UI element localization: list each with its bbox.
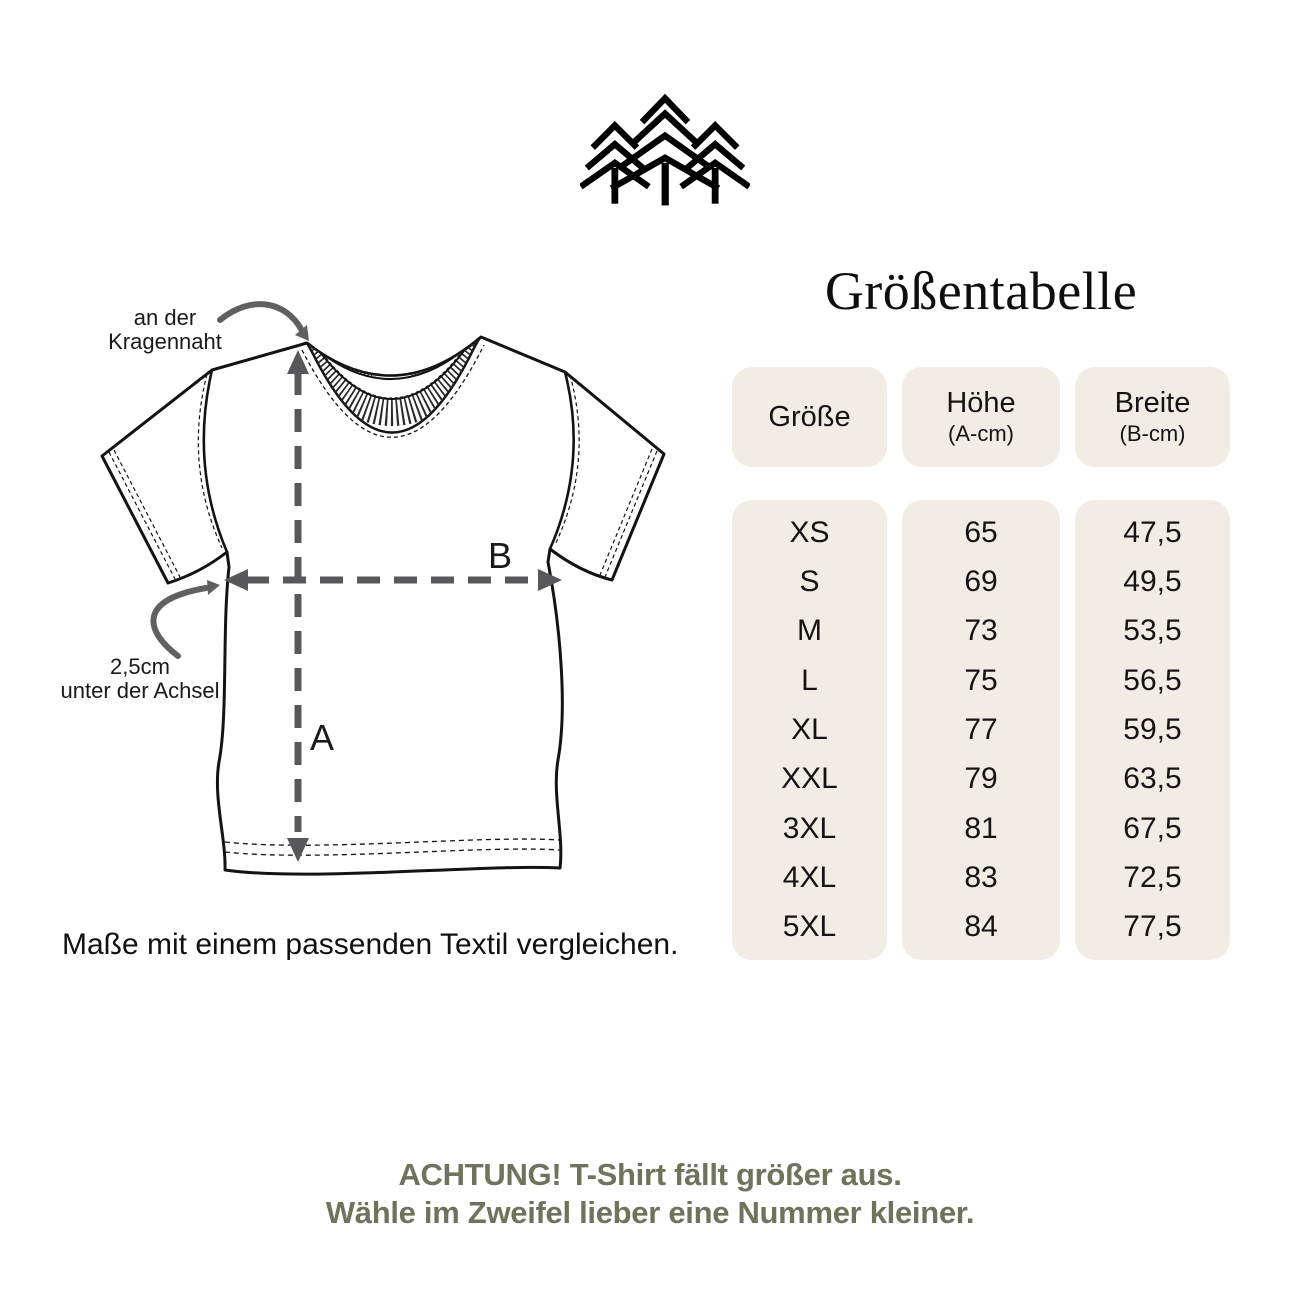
table-body-row (732, 500, 1230, 960)
annotation-armpit-line1: 2,5cm (110, 654, 170, 679)
table-cell: 77,5 (1123, 910, 1182, 944)
label-a: A (310, 717, 335, 758)
table-cell: 53,5 (1123, 614, 1182, 648)
table-cell: 75 (964, 663, 998, 697)
table-cell: 73 (964, 614, 998, 648)
three-pines-logo-icon (580, 90, 750, 212)
table-cell: 77 (964, 712, 998, 746)
table-cell: 3XL (782, 811, 837, 845)
armpit-pointer-arrow-icon (153, 580, 220, 656)
col-size-body (732, 500, 887, 960)
table-cell: 65 (964, 515, 998, 549)
annotation-collar-line2: Kragennaht (108, 329, 222, 354)
annotation-armpit-line2: unter der Achsel (60, 678, 220, 703)
table-cell: 49,5 (1123, 564, 1182, 598)
table-cell: M (797, 614, 822, 648)
table-cell: XL (791, 712, 828, 746)
table-cell: 4XL (782, 860, 837, 894)
annotation-collar (100, 306, 230, 354)
table-cell: 83 (964, 860, 998, 894)
table-cell: 56,5 (1123, 663, 1182, 697)
header-breite (1075, 367, 1230, 467)
header-hoehe (902, 367, 1060, 467)
table-cell: 67,5 (1123, 811, 1182, 845)
table-cell: S (799, 564, 820, 598)
header-label: Höhe (946, 387, 1016, 419)
table-cell: XS (789, 515, 830, 549)
annotation-armpit (58, 655, 222, 703)
label-b: B (488, 535, 513, 576)
table-cell: 72,5 (1123, 860, 1182, 894)
warning-line1: ACHTUNG! T-Shirt fällt größer aus. (398, 1157, 902, 1192)
table-header-row (732, 367, 1230, 467)
table-cell: XXL (781, 762, 838, 796)
table-cell: 79 (964, 762, 998, 796)
diagram-caption: Maße mit einem passenden Textil vergleichen. (62, 928, 679, 961)
header-label: Breite (1114, 387, 1191, 419)
table-cell: 5XL (782, 910, 837, 944)
annotation-collar-line1: an der (133, 305, 197, 330)
tshirt-measurement-diagram (60, 290, 710, 940)
warning-line2: Wähle im Zweifel lieber eine Nummer kleiner. (325, 1195, 975, 1230)
header-label: Größe (768, 400, 851, 433)
warning-text (0, 1156, 1300, 1232)
table-cell: 59,5 (1123, 712, 1182, 746)
table-cell: 81 (964, 811, 998, 845)
table-cell: 84 (964, 910, 998, 944)
table-cell: 63,5 (1123, 762, 1182, 796)
size-table (732, 367, 1230, 960)
header-groesse (732, 367, 887, 467)
header-sub: (B-cm) (1119, 421, 1186, 446)
col-hoehe-body (902, 500, 1060, 960)
page-title: Größentabelle (824, 261, 1138, 321)
header-sub: (A-cm) (948, 421, 1014, 446)
table-cell: L (801, 663, 818, 697)
table-cell: 47,5 (1123, 515, 1182, 549)
col-breite-body (1075, 500, 1230, 960)
collar-pointer-arrow-icon (220, 304, 309, 341)
table-cell: 69 (964, 564, 998, 598)
